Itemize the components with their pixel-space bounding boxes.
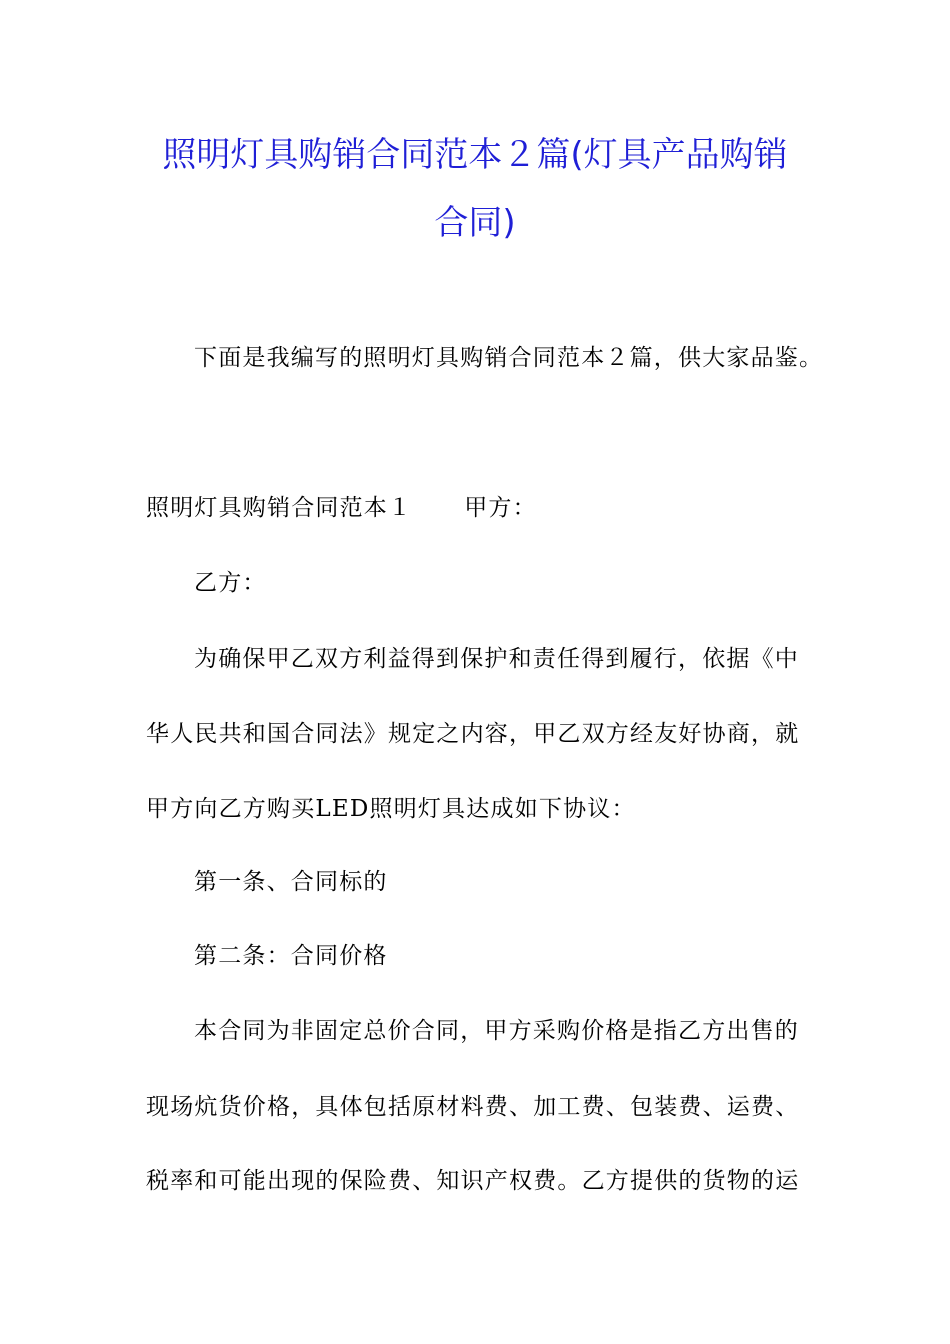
- party-a-label: 甲方：: [464, 495, 537, 521]
- intro-paragraph: 下面是我编写的照明灯具购销合同范本２篇，供大家品鉴。: [194, 345, 824, 371]
- section-heading: 照明灯具购销合同范本１: [146, 495, 413, 521]
- article-1-heading: 第一条、合同标的: [194, 869, 388, 895]
- article-2-heading: 第二条：合同价格: [194, 943, 388, 969]
- document-title-line-2: 合同): [434, 203, 516, 243]
- paragraph-2-line-3: 税率和可能出现的保险费、知识产权费。乙方提供的货物的运: [146, 1168, 800, 1194]
- paragraph-1-line-2: 华人民共和国合同法》规定之内容，甲乙双方经友好协商，就: [146, 721, 800, 747]
- section-heading-row: [146, 493, 816, 523]
- party-b-label: 乙方：: [194, 570, 267, 596]
- document-title-line-1: 照明灯具购销合同范本２篇(灯具产品购销: [162, 135, 788, 175]
- paragraph-1-line-3: 甲方向乙方购买LED照明灯具达成如下协议：: [146, 796, 636, 822]
- paragraph-1-line-1: 为确保甲乙双方利益得到保护和责任得到履行，依据《中: [194, 646, 799, 672]
- paragraph-2-line-1: 本合同为非固定总价合同，甲方采购价格是指乙方出售的: [194, 1018, 799, 1044]
- paragraph-2-line-2: 现场炕货价格，具体包括原材料费、加工费、包装费、运费、: [146, 1094, 800, 1120]
